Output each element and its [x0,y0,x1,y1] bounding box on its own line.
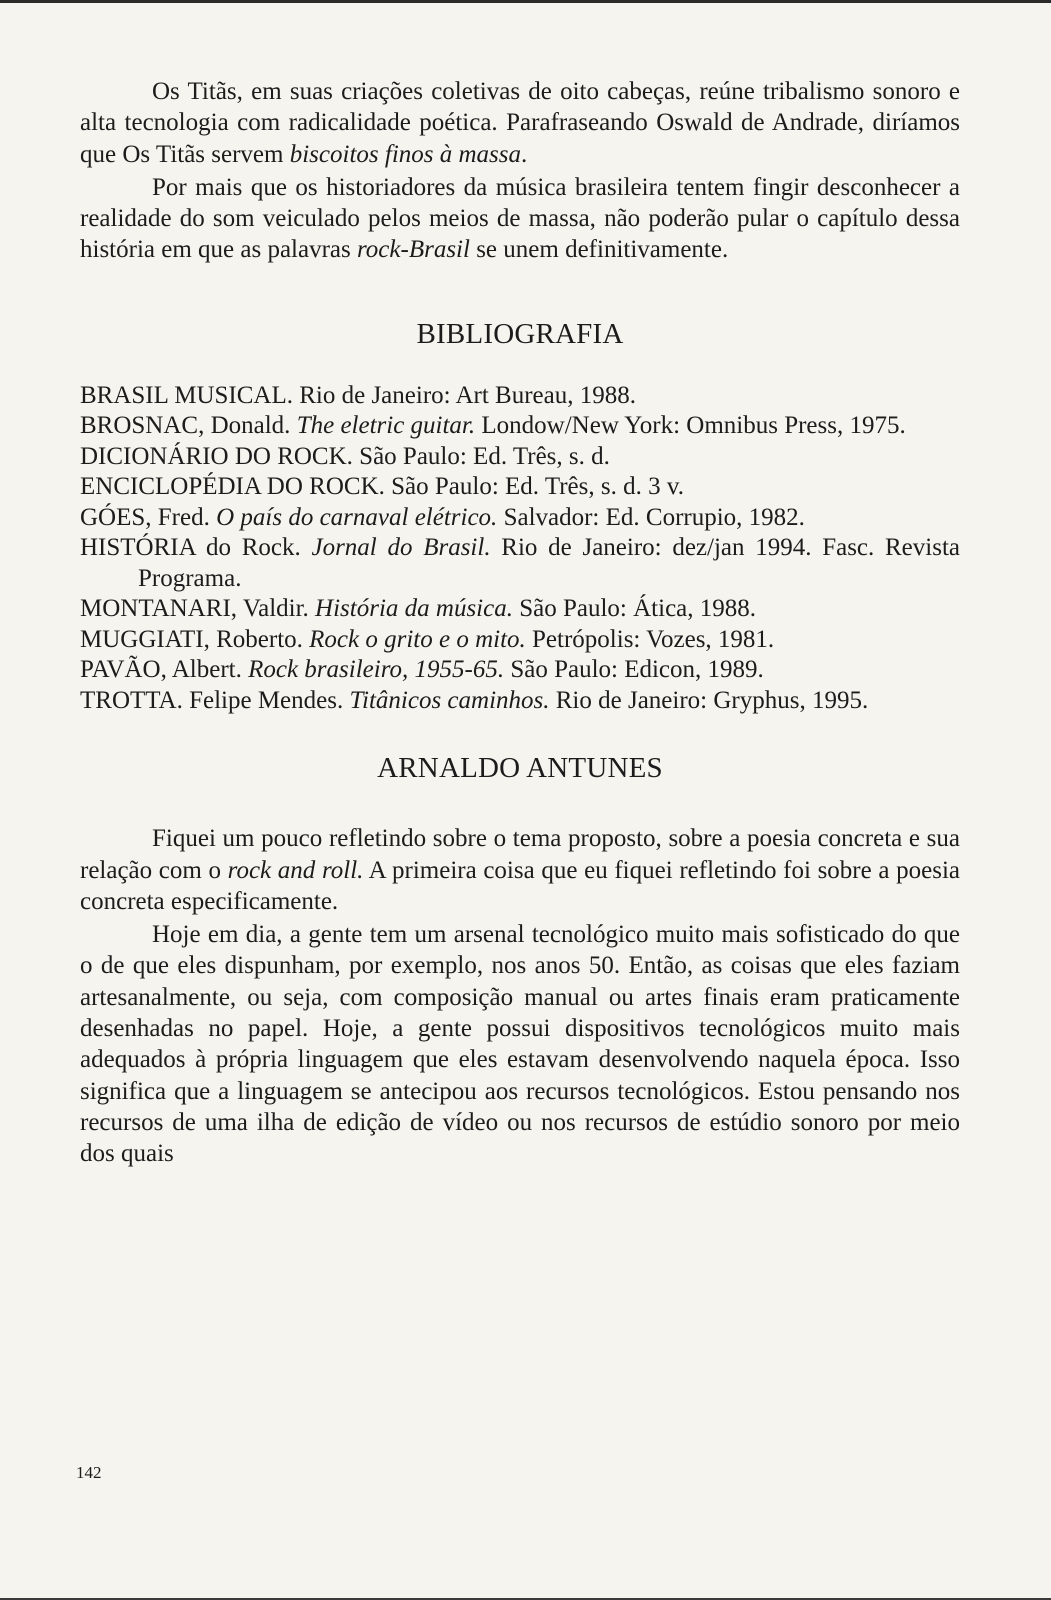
bibliography-heading: BIBLIOGRAFIA [416,317,624,350]
bibliography-entry [80,594,960,625]
bibliography-entry [80,655,960,686]
page-number: 142 [76,1463,102,1482]
intro-paragraph-1 [80,76,960,170]
bibliography-entry [80,411,960,442]
text-run: Londow/New York: Omnibus Press, 1975. [475,412,906,440]
article-paragraph-1 [80,823,960,917]
italic-text: História da música. [315,595,513,623]
text-run: MUGGIATI, Roberto. [80,625,310,653]
text-run: Fiquei um pouco refletindo sobre o tema proposto, sobre a poesia concreta e sua relação com o [80,825,960,884]
italic-text: The eletric guitar. [296,412,476,440]
bibliography-entry [80,625,960,656]
text-run: Rio de Janeiro: Gryphus, 1995. [549,686,869,714]
text-run: BROSNAC, Donald. [80,412,297,440]
text-run: Salvador: Ed. Corrupio, 1982. [497,503,805,531]
text-run: GÓES, Fred. [80,503,217,531]
italic-text: Titânicos caminhos. [349,686,550,714]
italic-text: Rock o grito e o mito. [309,625,526,653]
bibliography-entry [80,686,960,717]
intro-paragraph-2 [80,172,960,266]
article-paragraph-2 [80,919,960,1169]
text-run: Rio de Janeiro: dez/jan 1994. Fasc. Revista Programa. [138,534,960,592]
bibliography-list [80,381,960,717]
text-run: . [521,140,528,168]
text-run: MONTANARI, Valdir. [80,595,316,623]
text-run: PAVÃO, Albert. [80,656,249,684]
italic-text: rock and roll. [227,856,364,884]
italic-text: Rock brasileiro, 1955-65. [248,656,505,684]
bibliography-entry [80,533,960,594]
text-run: TROTTA. Felipe Mendes. [80,686,350,714]
text-run: ENCICLOPÉDIA DO ROCK. São Paulo: Ed. Três, s. d. 3 v. [80,473,684,501]
page-top-edge [0,0,1051,3]
text-run: São Paulo: Edicon, 1989. [504,656,764,684]
text-run: A primeira coisa que eu fiquei refletindo foi sobre a poesia concreta especificamente. [80,856,960,915]
bibliography-entry [80,503,960,534]
page-body [80,76,960,1170]
text-run: se unem definitivamente. [469,236,729,264]
text-run: DICIONÁRIO DO ROCK. São Paulo: Ed. Três, s. d. [80,442,610,470]
italic-text: rock-Brasil [357,236,470,264]
text-run: HISTÓRIA do Rock. [80,534,312,562]
text-run: Hoje em dia, a gente tem um arsenal tecnológico muito mais sofisticado do que o de que eles dispunham, por exemplo, nos anos 50. Então, as coisas que eles faziam artesanalmente, ou seja, com composição manual ou artes finais eram praticamente desenhadas no papel. Hoje, a gente possui dispositivos tecnológicos muito mais adequados à própria linguagem que eles estavam desenvolvendo naquela época. Isso significa que a linguagem se antecipou aos recursos tecnológicos. Estou pensando nos recursos de uma ilha de edição de vídeo ou nos recursos de estúdio sonoro por meio dos quais [80,921,960,1168]
text-run: BRASIL MUSICAL. Rio de Janeiro: Art Bureau, 1988. [80,381,636,409]
italic-text: biscoitos finos à massa [289,140,522,168]
text-run: Os Titãs, em suas criações coletivas de oito cabeças, reúne tribalismo sonoro e alta tecnologia com radicalidade poética. Parafraseando Oswald de Andrade, diríamos que Os Titãs servem [80,78,960,168]
italic-text: Jornal do Brasil. [311,534,491,562]
bibliography-entry [80,472,960,503]
text-run: Por mais que os historiadores da música brasileira tentem fingir desconhecer a realidade do som veiculado pelos meios de massa, não poderão pular o capítulo dessa história em que as palavras [80,173,960,264]
author-heading: ARNALDO ANTUNES [377,752,663,785]
italic-text: O país do carnaval elétrico. [216,503,498,531]
bibliography-entry [80,442,960,473]
text-run: Petrópolis: Vozes, 1981. [525,625,775,653]
text-run: São Paulo: Ática, 1988. [512,595,757,623]
bibliography-entry [80,381,960,412]
